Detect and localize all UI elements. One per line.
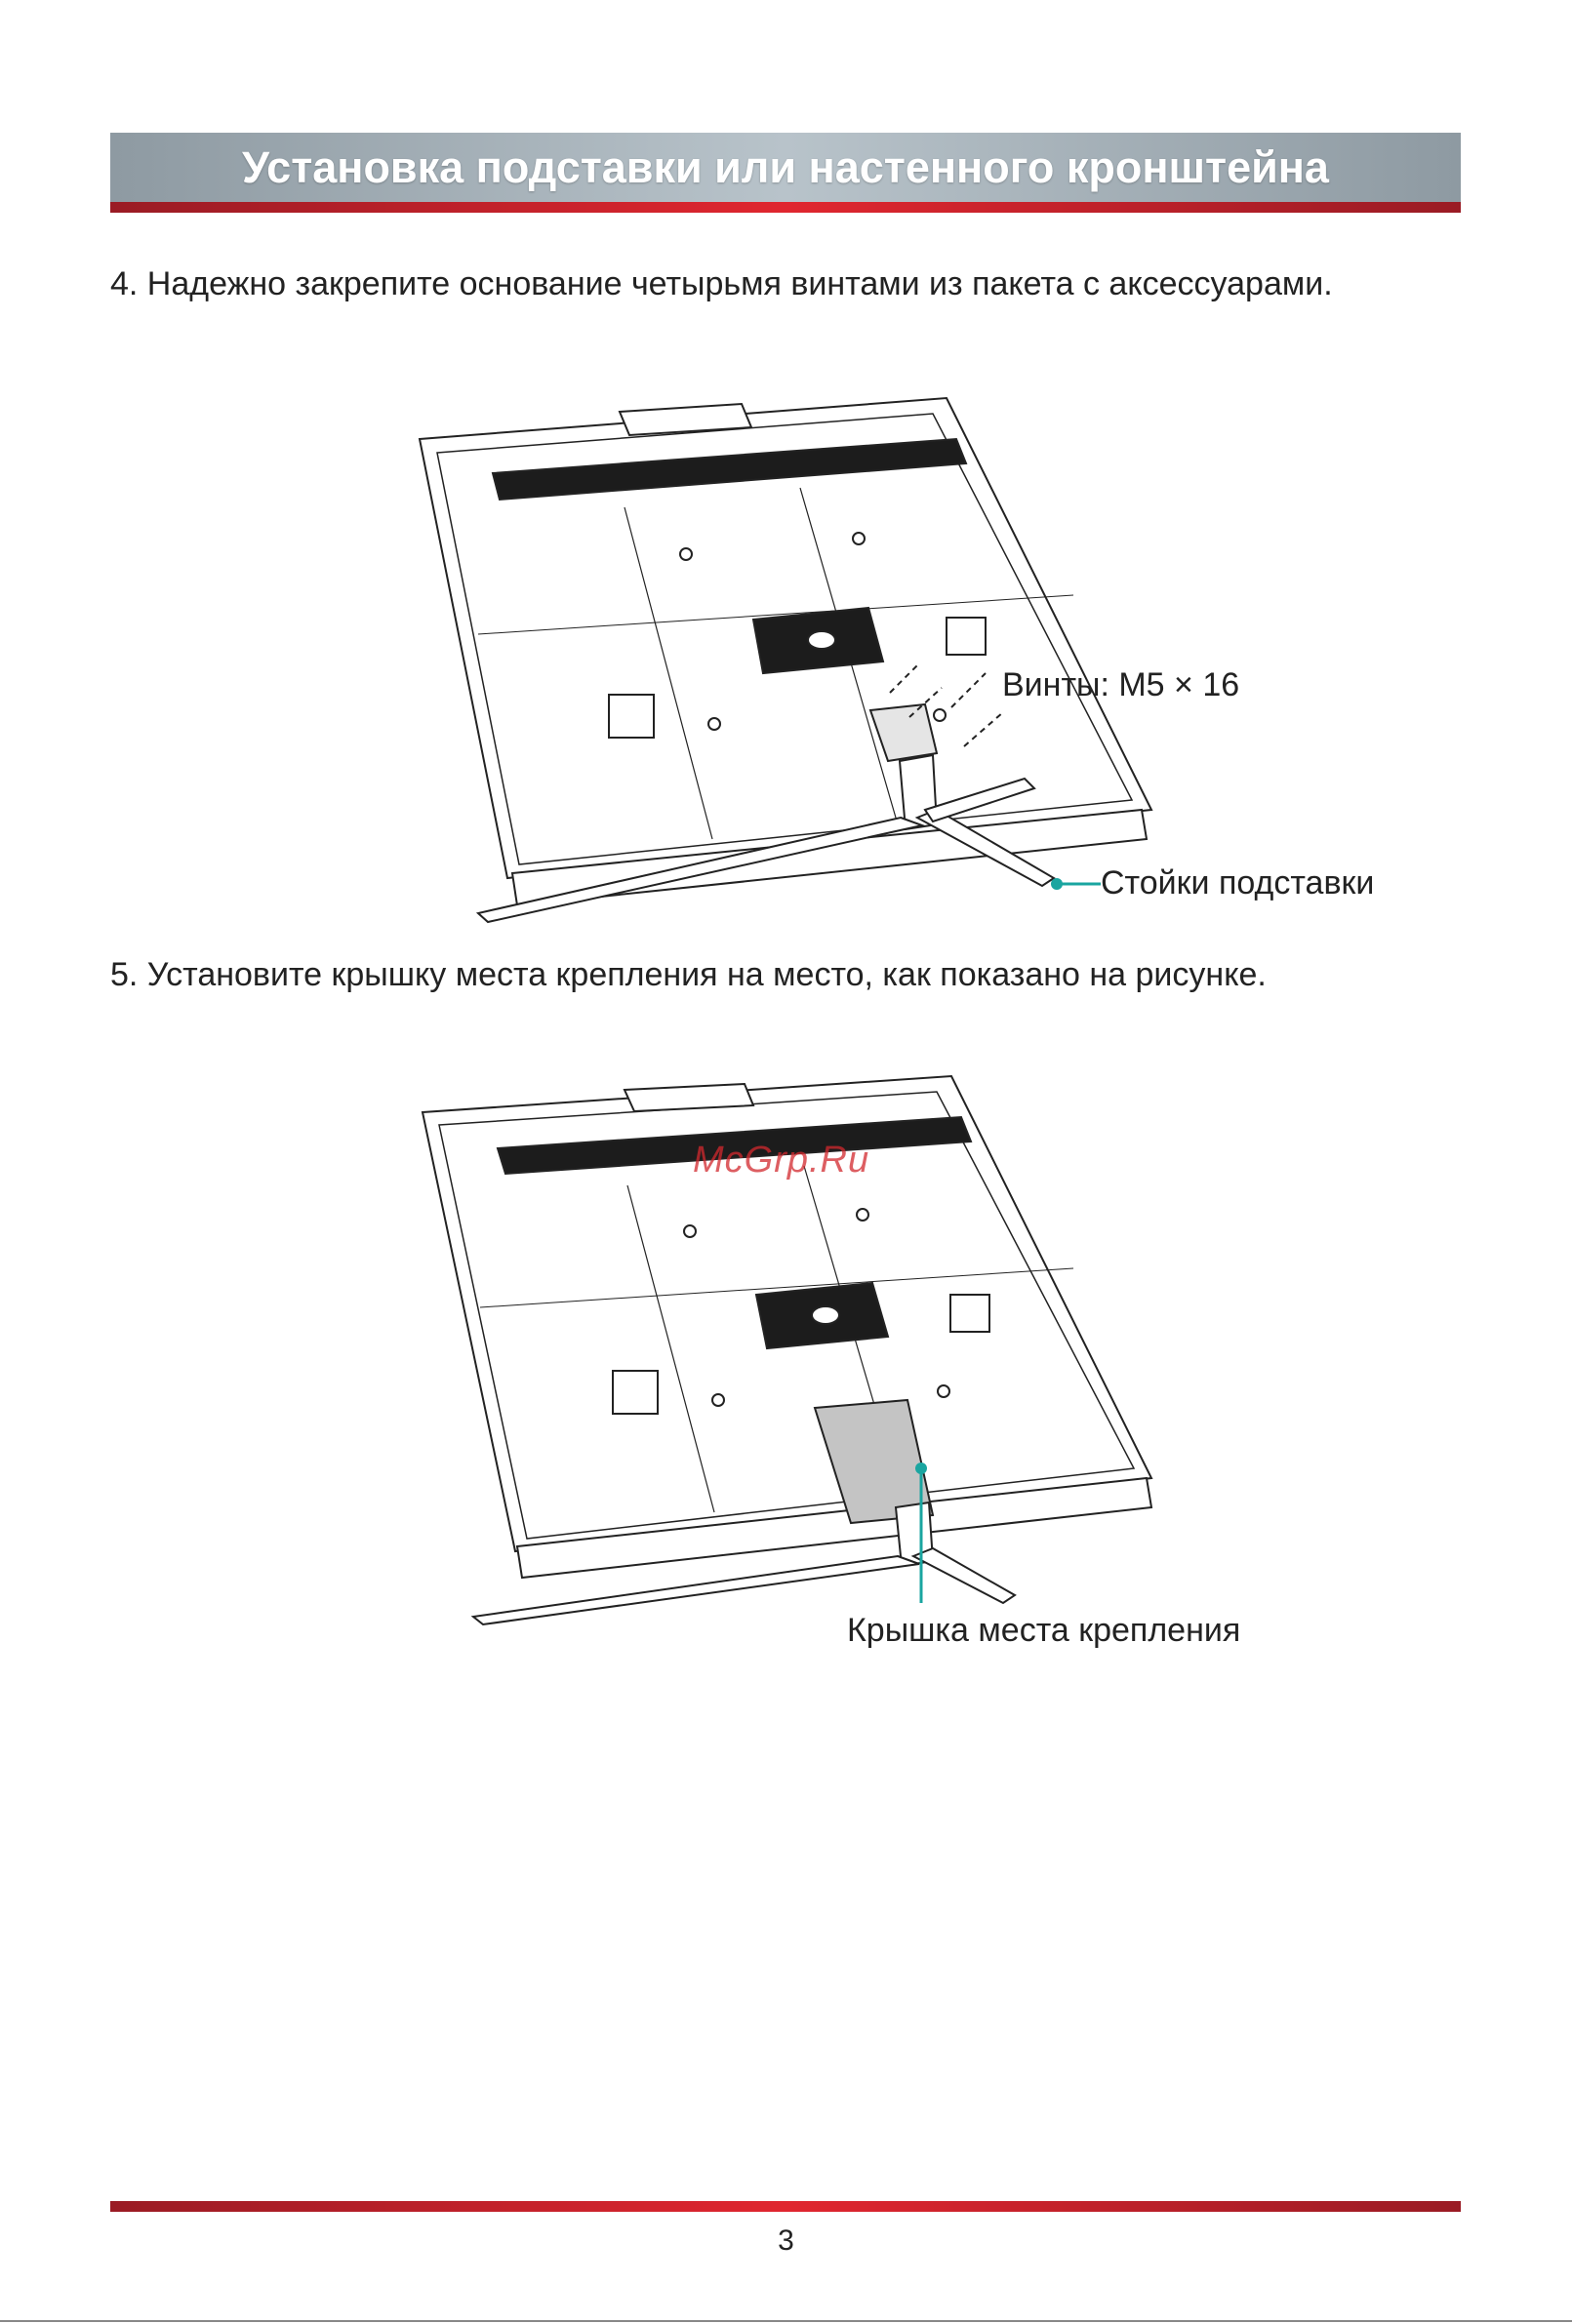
step-4-text: 4. Надежно закрепите основание четырьмя винтами из пакета с аксессуарами. — [110, 265, 1333, 302]
callout-screws: Винты: M5 × 16 — [1002, 666, 1240, 703]
header-accent-bar — [110, 202, 1461, 213]
figure-cover-installed — [390, 1068, 1405, 1663]
tv-top-hump — [625, 1084, 753, 1111]
footer-accent-bar — [110, 2201, 1461, 2212]
port-block-right — [950, 1295, 989, 1332]
screw-hole — [938, 1385, 949, 1397]
screw-hole — [853, 533, 865, 544]
screw-hole — [712, 1394, 724, 1406]
figure-stand-attach — [390, 381, 1405, 946]
cover-callout-dot — [915, 1463, 927, 1474]
stand-callout-dot — [1051, 878, 1063, 890]
section-title: Установка подставки или настенного кронштейна — [242, 142, 1329, 192]
screw-hole — [934, 709, 946, 721]
screw-hole — [684, 1225, 696, 1237]
screw-hole — [680, 548, 692, 560]
page-bottom-edge — [0, 2320, 1572, 2322]
screw-hole — [708, 718, 720, 730]
page-number: 3 — [778, 2224, 794, 2257]
section-header — [110, 133, 1461, 213]
screw-hole — [857, 1209, 868, 1221]
callout-stand-legs: Стойки подставки — [1101, 864, 1375, 902]
port-block-left — [609, 695, 654, 738]
port-block-right — [947, 618, 986, 655]
step-5-text: 5. Установите крышку места крепления на место, как показано на рисунке. — [110, 956, 1267, 993]
watermark: McGrp.Ru — [693, 1140, 870, 1181]
callout-cover: Крышка места крепления — [847, 1612, 1241, 1649]
stand-leg-right — [913, 1548, 1015, 1603]
port-block-left — [613, 1371, 658, 1414]
